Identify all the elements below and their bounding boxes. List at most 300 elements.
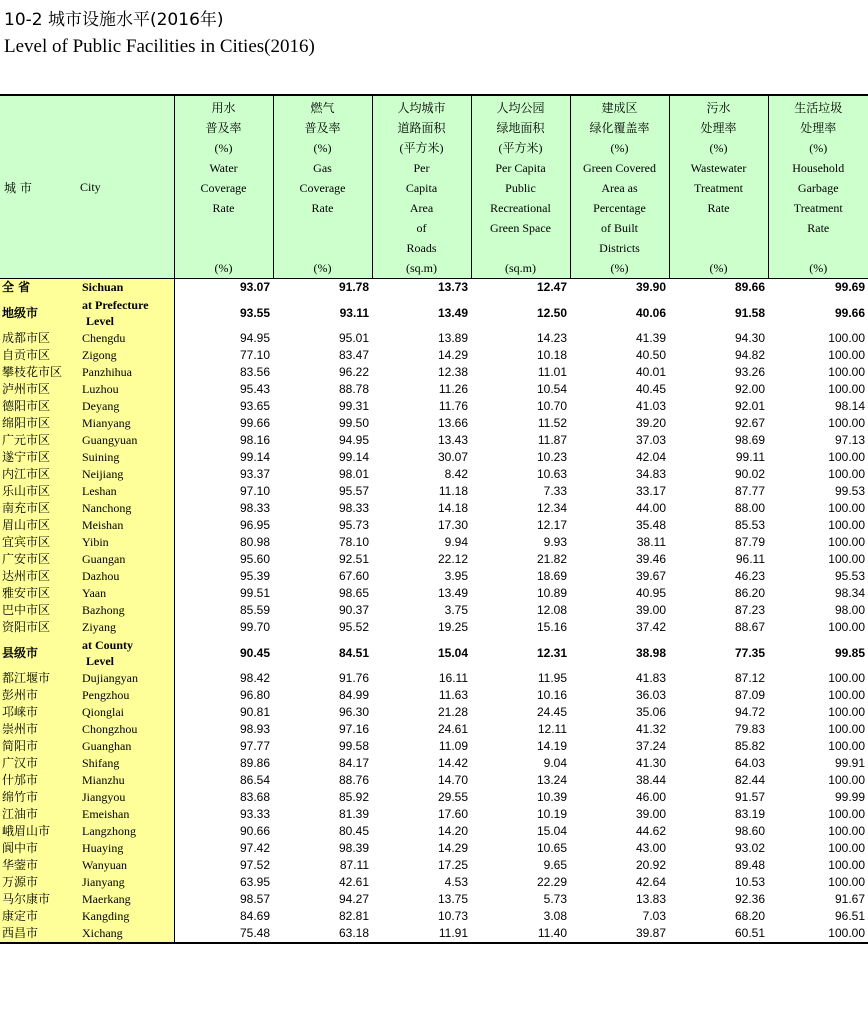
table-cell: 97.52: [239, 858, 270, 872]
header-label-en: of Built: [600, 221, 638, 235]
row-name-cn: 宜宾市区: [0, 534, 76, 551]
table-cell: 12.47: [471, 279, 570, 297]
table-cell: 79.83: [734, 722, 765, 736]
row-name-en: Guanghan: [76, 738, 174, 755]
table-cell: 39.90: [570, 279, 669, 297]
header-label-cn: 普及率: [205, 121, 242, 135]
table-cell: 19.25: [437, 620, 468, 634]
table-cell: 99.70: [239, 620, 270, 634]
header-unit: (sq.m): [406, 261, 437, 275]
table-row: [0, 602, 868, 619]
header-label-cn: 用水: [211, 101, 236, 115]
table-cell: 100.00: [828, 671, 865, 685]
table-cell: 99.51: [239, 586, 270, 600]
table-cell: 86.20: [734, 586, 765, 600]
table-cell: 94.30: [734, 331, 765, 345]
row-name-cn: 眉山市区: [0, 517, 76, 534]
table-cell: 10.89: [536, 586, 567, 600]
table-cell: 96.11: [735, 552, 765, 566]
header-label-en: Area as: [601, 181, 638, 195]
row-name-en: Leshan: [76, 483, 174, 500]
table-cell: 24.61: [437, 722, 468, 736]
table-cell: 15.16: [536, 620, 567, 634]
table-cell: 46.23: [734, 569, 765, 583]
table-row: [0, 925, 868, 943]
row-name-cn: 邛崃市: [0, 704, 76, 721]
row-name-cn: 县级市: [0, 636, 76, 670]
table-cell: 9.65: [543, 858, 567, 872]
table-cell: 88.00: [734, 501, 765, 515]
table-cell: 82.44: [734, 773, 765, 787]
header-unit-cn: (%): [610, 141, 629, 155]
table-cell: 63.18: [273, 925, 372, 943]
table-cell: 100.00: [828, 620, 865, 634]
row-name-cn: 马尔康市: [0, 891, 76, 908]
header-label-en: Treatment: [694, 181, 743, 195]
table-cell: 87.09: [734, 688, 765, 702]
row-name-cn: 资阳市区: [0, 619, 76, 636]
header-label-cn: 绿地面积: [496, 121, 545, 135]
table-cell: 98.33: [239, 501, 270, 515]
row-name-en: Guangan: [76, 551, 174, 568]
table-cell: 100.00: [828, 552, 865, 566]
row-name-cn: 绵竹市: [0, 789, 76, 806]
row-name-cn: 阆中市: [0, 840, 76, 857]
table-row: [0, 823, 868, 840]
table-cell: 41.32: [635, 722, 666, 736]
table-cell: 93.55: [239, 306, 270, 320]
table-cell: 11.52: [537, 416, 567, 430]
table-cell: 64.03: [734, 756, 765, 770]
table-cell: 100.00: [828, 858, 865, 872]
table-cell: 94.27: [338, 892, 369, 906]
table-cell: 99.31: [338, 399, 369, 413]
table-cell: 93.33: [239, 807, 270, 821]
table-cell: 11.91: [372, 925, 471, 943]
table-cell: 93.02: [734, 841, 765, 855]
table-cell: 44.62: [635, 824, 666, 838]
table-cell: 14.42: [437, 756, 468, 770]
table-cell: 100.00: [828, 348, 865, 362]
table-cell: 78.10: [338, 535, 369, 549]
table-cell: 100.00: [828, 382, 865, 396]
header-column: [372, 95, 471, 279]
header-unit: (%): [709, 261, 728, 275]
row-name-en: Sichuan: [76, 279, 174, 297]
table-cell: 41.30: [635, 756, 666, 770]
table-cell: 92.00: [734, 382, 765, 396]
row-name-cn: 万源市: [0, 874, 76, 891]
table-cell: 41.03: [635, 399, 666, 413]
table-cell: 20.92: [635, 858, 666, 872]
table-cell: 100.00: [828, 518, 865, 532]
table-cell: 98.34: [834, 586, 865, 600]
row-name-en: Kangding: [76, 908, 174, 925]
row-name-en: Meishan: [76, 517, 174, 534]
table-cell: 13.66: [437, 416, 468, 430]
table-cell: 68.20: [734, 909, 765, 923]
table-cell: 37.03: [635, 433, 666, 447]
table-cell: 100.00: [828, 722, 865, 736]
table-cell: 17.60: [437, 807, 468, 821]
table-cell: 39.67: [635, 569, 666, 583]
table-row: [0, 517, 868, 534]
table-cell: 37.42: [635, 620, 666, 634]
table-cell: 95.60: [239, 552, 270, 566]
row-name-en: [76, 296, 174, 330]
table-cell: 4.53: [444, 875, 468, 889]
table-cell: 99.14: [239, 450, 270, 464]
table-cell: 46.00: [635, 790, 666, 804]
table-cell: 12.08: [536, 603, 567, 617]
table-cell: 95.52: [338, 620, 369, 634]
table-cell: 13.89: [437, 331, 468, 345]
table-cell: 87.79: [734, 535, 765, 549]
header-label-en: Green Covered: [583, 161, 656, 175]
row-name-cn: 地级市: [0, 296, 76, 330]
table-cell: 13.83: [635, 892, 666, 906]
table-cell: 42.64: [635, 875, 666, 889]
table-cell: 99.91: [834, 756, 865, 770]
row-name-cn: 崇州市: [0, 721, 76, 738]
table-cell: 80.98: [239, 535, 270, 549]
header-label-en: Rate: [707, 201, 730, 215]
table-cell: 99.99: [834, 790, 865, 804]
table-cell: 97.16: [338, 722, 369, 736]
table-cell: 95.57: [338, 484, 369, 498]
row-name-en: Luzhou: [76, 381, 174, 398]
row-name-en: Emeishan: [76, 806, 174, 823]
table-cell: 95.01: [338, 331, 369, 345]
table-cell: 96.80: [239, 688, 270, 702]
table-row: [0, 874, 868, 891]
table-cell: 86.54: [239, 773, 270, 787]
table-cell: 10.19: [536, 807, 567, 821]
table-row: [0, 789, 868, 806]
header-column: [174, 95, 273, 279]
table-cell: 98.69: [734, 433, 765, 447]
table-cell: 39.00: [635, 603, 666, 617]
table-cell: 12.31: [536, 646, 567, 660]
table-cell: 100.00: [828, 773, 865, 787]
header-unit: (%): [313, 261, 332, 275]
table-cell: 100.00: [828, 824, 865, 838]
table-cell: 100.00: [768, 925, 868, 943]
table-cell: 35.06: [635, 705, 666, 719]
table-cell: 14.23: [536, 331, 567, 345]
table-cell: 40.95: [635, 586, 666, 600]
table-cell: 40.06: [635, 306, 666, 320]
header-city-cn: 城 市: [0, 95, 76, 279]
table-cell: 92.36: [734, 892, 765, 906]
table-cell: 90.45: [239, 646, 270, 660]
table-cell: 99.58: [338, 739, 369, 753]
table-row: [0, 619, 868, 636]
row-name-en: Dujiangyan: [76, 670, 174, 687]
header-label-cn: 处理率: [800, 121, 837, 135]
table-body: [0, 279, 868, 944]
table-cell: 98.16: [239, 433, 270, 447]
table-cell: 98.39: [338, 841, 369, 855]
header-label-cn: 燃气: [310, 101, 335, 115]
row-name-en: Shifang: [76, 755, 174, 772]
table-cell: 43.00: [635, 841, 666, 855]
table-cell: 93.37: [239, 467, 270, 481]
row-name-en: Ziyang: [76, 619, 174, 636]
table-cell: 14.19: [536, 739, 567, 753]
table-cell: 100.00: [828, 501, 865, 515]
table-cell: 95.43: [239, 382, 270, 396]
row-name-en-line: Level: [86, 314, 114, 328]
header-label-en: of: [416, 221, 427, 235]
table-cell: 98.93: [239, 722, 270, 736]
row-name-cn: 什邡市: [0, 772, 76, 789]
table-cell: 39.46: [635, 552, 666, 566]
table-row: [0, 551, 868, 568]
table-row: [0, 908, 868, 925]
row-name-en-line: Level: [86, 654, 114, 668]
table-cell: 10.23: [536, 450, 567, 464]
table-cell: 81.39: [338, 807, 369, 821]
header-label-cn: 绿化覆盖率: [589, 121, 650, 135]
table-cell: 95.73: [338, 518, 369, 532]
row-name-en: Dazhou: [76, 568, 174, 585]
table-cell: 100.00: [828, 365, 865, 379]
table-cell: 99.66: [834, 306, 865, 320]
table-row: [0, 449, 868, 466]
table-cell: 22.12: [437, 552, 468, 566]
table-cell: 39.20: [635, 416, 666, 430]
row-name-en: Chengdu: [76, 330, 174, 347]
table-row: [0, 483, 868, 500]
table-cell: 84.51: [338, 646, 369, 660]
header-label-en: Capita: [405, 181, 438, 195]
row-name-cn: 内江市区: [0, 466, 76, 483]
table-cell: 100.00: [828, 705, 865, 719]
row-name-en: Yibin: [76, 534, 174, 551]
table-cell: 21.28: [437, 705, 468, 719]
table-cell: 75.48: [174, 925, 273, 943]
table-cell: 14.18: [437, 501, 468, 515]
header-label-cn: 建成区: [601, 101, 638, 115]
row-name-cn: 广安市区: [0, 551, 76, 568]
table-cell: 96.30: [338, 705, 369, 719]
table-row: [0, 772, 868, 789]
table-cell: 88.67: [734, 620, 765, 634]
table-row: [0, 891, 868, 908]
table-cell: 18.69: [536, 569, 567, 583]
table-cell: 67.60: [338, 569, 369, 583]
header-label-en: Wastewater: [690, 161, 747, 175]
table-cell: 97.10: [239, 484, 270, 498]
table-title-en: Level of Public Facilities in Cities(2016): [4, 36, 315, 57]
table-cell: 10.73: [437, 909, 468, 923]
header-column: [471, 95, 570, 279]
table-cell: 99.66: [239, 416, 270, 430]
table-cell: 100.00: [828, 535, 865, 549]
table-cell: 85.82: [734, 739, 765, 753]
header-column: [768, 95, 868, 279]
table-cell: 38.98: [635, 646, 666, 660]
table-cell: 100.00: [828, 841, 865, 855]
header-unit-cn: (%): [313, 141, 332, 155]
row-name-en: Wanyuan: [76, 857, 174, 874]
table-cell: 84.69: [239, 909, 270, 923]
header-label-cn: 普及率: [304, 121, 341, 135]
header-unit-cn: (%): [809, 141, 828, 155]
table-cell: 11.40: [471, 925, 570, 943]
table-row: [0, 500, 868, 517]
table-cell: 12.38: [437, 365, 468, 379]
table-cell: 77.10: [239, 348, 270, 362]
table-cell: 17.25: [437, 858, 468, 872]
table-cell: 13.73: [372, 279, 471, 297]
row-name-en: Suining: [76, 449, 174, 466]
table-cell: 3.95: [444, 569, 468, 583]
row-name-cn: 彭州市: [0, 687, 76, 704]
table-cell: 15.04: [437, 646, 468, 660]
header-label-en: Per Capita: [495, 161, 546, 175]
header-label-cn: 处理率: [700, 121, 737, 135]
table-cell: 93.26: [734, 365, 765, 379]
table-row: [0, 585, 868, 602]
header-label-en: Treatment: [793, 201, 843, 215]
table-cell: 41.39: [635, 331, 666, 345]
table-cell: 63.95: [239, 875, 270, 889]
row-name-cn: 广元市区: [0, 432, 76, 449]
row-name-cn: 遂宁市区: [0, 449, 76, 466]
row-name-en-line: at Prefecture: [82, 298, 149, 312]
table-cell: 91.78: [273, 279, 372, 297]
header-label-en: Rate: [212, 201, 235, 215]
table-cell: 9.94: [444, 535, 468, 549]
table-row: [0, 364, 868, 381]
header-label-cn: 人均公园: [496, 101, 545, 115]
header-label-en: Public: [505, 181, 536, 195]
table-cell: 7.03: [642, 909, 666, 923]
row-name-en: Guangyuan: [76, 432, 174, 449]
table-cell: 100.00: [828, 807, 865, 821]
table-cell: 11.76: [438, 399, 468, 413]
row-name-en: [76, 636, 174, 670]
header-unit-cn: (平方米): [399, 141, 444, 155]
row-name-cn: 峨眉山市: [0, 823, 76, 840]
header-label-cn: 污水: [706, 101, 731, 115]
table-cell: 91.58: [734, 306, 765, 320]
row-name-cn: 南充市区: [0, 500, 76, 517]
table-cell: 60.51: [669, 925, 768, 943]
table-cell: 34.83: [635, 467, 666, 481]
table-cell: 84.17: [338, 756, 369, 770]
header-column: [570, 95, 669, 279]
row-name-cn: 全 省: [0, 279, 76, 297]
table-cell: 89.86: [239, 756, 270, 770]
row-name-en: Pengzhou: [76, 687, 174, 704]
table-row: [0, 330, 868, 347]
table-cell: 10.39: [536, 790, 567, 804]
table-row: [0, 398, 868, 415]
table-cell: 12.11: [537, 722, 567, 736]
table-cell: 90.02: [734, 467, 765, 481]
table-cell: 7.33: [543, 484, 567, 498]
table-cell: 17.30: [437, 518, 468, 532]
table-cell: 14.70: [437, 773, 468, 787]
row-name-cn: 成都市区: [0, 330, 76, 347]
row-name-en: Jianyang: [76, 874, 174, 891]
row-name-cn: 雅安市区: [0, 585, 76, 602]
table-cell: 87.12: [734, 671, 765, 685]
table-cell: 99.50: [338, 416, 369, 430]
table-cell: 100.00: [828, 875, 865, 889]
row-name-en: Yaan: [76, 585, 174, 602]
table-cell: 10.16: [536, 688, 567, 702]
table-cell: 16.11: [438, 671, 468, 685]
table-cell: 15.04: [536, 824, 567, 838]
table-cell: 98.01: [338, 467, 369, 481]
table-cell: 11.26: [438, 382, 468, 396]
table-cell: 98.00: [834, 603, 865, 617]
row-name-cn: 乐山市区: [0, 483, 76, 500]
table-cell: 37.24: [635, 739, 666, 753]
row-name-cn: 江油市: [0, 806, 76, 823]
header-label-en: Coverage: [299, 181, 346, 195]
table-cell: 87.77: [734, 484, 765, 498]
table-cell: 93.11: [339, 306, 369, 320]
table-cell: 10.65: [536, 841, 567, 855]
table-cell: 94.72: [734, 705, 765, 719]
table-cell: 91.67: [834, 892, 865, 906]
row-name-en: Neijiang: [76, 466, 174, 483]
table-cell: 95.39: [239, 569, 270, 583]
table-cell: 13.49: [437, 586, 468, 600]
table-row: [0, 857, 868, 874]
table-cell: 90.81: [239, 705, 270, 719]
table-cell: 83.19: [734, 807, 765, 821]
table-row: [0, 296, 868, 330]
table-row: [0, 568, 868, 585]
table-cell: 77.35: [734, 646, 765, 660]
header-unit-cn: (%): [214, 141, 233, 155]
header-label-cn: 生活垃圾: [794, 101, 843, 115]
table-cell: 40.45: [635, 382, 666, 396]
table-cell: 11.63: [438, 688, 468, 702]
table-cell: 13.49: [437, 306, 468, 320]
table-cell: 85.92: [338, 790, 369, 804]
table-cell: 92.67: [734, 416, 765, 430]
table-cell: 88.78: [338, 382, 369, 396]
table-cell: 11.01: [537, 365, 567, 379]
row-name-cn: 广汉市: [0, 755, 76, 772]
table-cell: 99.11: [735, 450, 765, 464]
row-name-cn: 华蓥市: [0, 857, 76, 874]
row-name-en: Maerkang: [76, 891, 174, 908]
table-cell: 87.11: [339, 858, 369, 872]
table-cell: 42.61: [338, 875, 369, 889]
header-label-en: Rate: [807, 221, 830, 235]
table-row: [0, 636, 868, 670]
table-row: [0, 687, 868, 704]
table-cell: 100.00: [828, 331, 865, 345]
table-cell: 91.57: [734, 790, 765, 804]
table-cell: 100.00: [828, 688, 865, 702]
table-row: [0, 721, 868, 738]
header-column: [669, 95, 768, 279]
table-row: [0, 704, 868, 721]
table-cell: 10.70: [536, 399, 567, 413]
table-cell: 98.42: [239, 671, 270, 685]
table-cell: 90.66: [239, 824, 270, 838]
table-cell: 98.14: [834, 399, 865, 413]
